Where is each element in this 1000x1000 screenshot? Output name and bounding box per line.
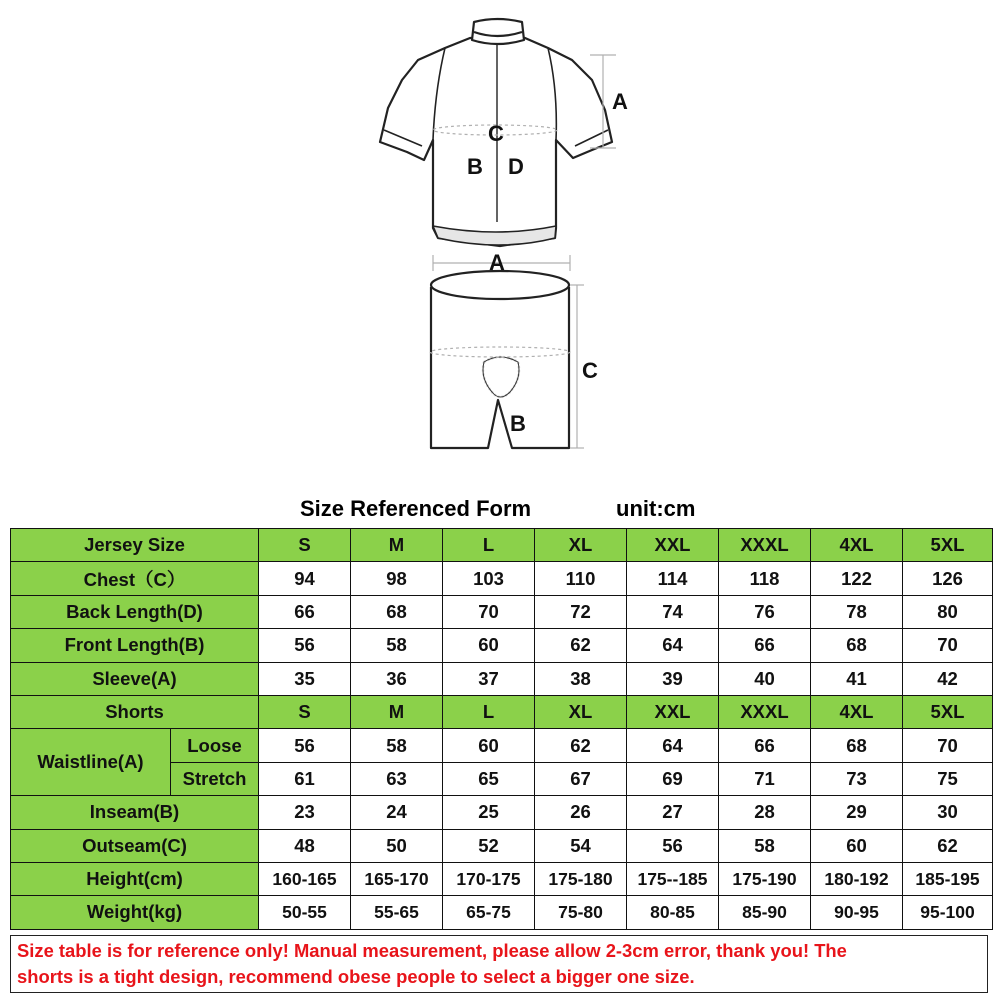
value-cell: 69 — [627, 762, 719, 795]
value-cell: 122 — [811, 562, 903, 595]
value-cell: 103 — [443, 562, 535, 595]
value-cell: 74 — [627, 595, 719, 628]
waistline-label: Waistline(A) — [11, 729, 171, 796]
row-label: Inseam(B) — [11, 796, 259, 829]
value-cell: 55-65 — [351, 896, 443, 929]
value-cell: 70 — [903, 729, 993, 762]
size-cell: S — [259, 695, 351, 728]
chest-row — [11, 562, 993, 595]
outseam-row — [11, 829, 993, 862]
value-cell: 56 — [627, 829, 719, 862]
shorts-size-header-row — [11, 695, 993, 728]
front-length-row — [11, 629, 993, 662]
value-cell: 64 — [627, 729, 719, 762]
value-cell: 50-55 — [259, 896, 351, 929]
value-cell: 68 — [351, 595, 443, 628]
row-sublabel: Stretch — [171, 762, 259, 795]
value-cell: 80-85 — [627, 896, 719, 929]
value-cell: 73 — [811, 762, 903, 795]
value-cell: 56 — [259, 729, 351, 762]
unit-label: unit:cm — [616, 496, 696, 521]
disclaimer-note — [10, 935, 988, 993]
value-cell: 70 — [903, 629, 993, 662]
value-cell: 28 — [719, 796, 811, 829]
value-cell: 37 — [443, 662, 535, 695]
value-cell: 40 — [719, 662, 811, 695]
size-table — [10, 528, 993, 930]
value-cell: 90-95 — [811, 896, 903, 929]
row-label: Height(cm) — [11, 862, 259, 895]
jersey-label-a: A — [612, 89, 628, 114]
value-cell: 60 — [443, 629, 535, 662]
inseam-row — [11, 796, 993, 829]
value-cell: 175--185 — [627, 862, 719, 895]
value-cell: 66 — [719, 729, 811, 762]
jersey-guides — [433, 55, 616, 148]
value-cell: 64 — [627, 629, 719, 662]
value-cell: 175-190 — [719, 862, 811, 895]
size-cell: XL — [535, 529, 627, 562]
value-cell: 58 — [351, 629, 443, 662]
value-cell: 110 — [535, 562, 627, 595]
value-cell: 175-180 — [535, 862, 627, 895]
row-label: Outseam(C) — [11, 829, 259, 862]
size-cell: 4XL — [811, 529, 903, 562]
measurement-diagram — [0, 0, 1000, 495]
form-title: Size Referenced Form — [300, 496, 532, 521]
value-cell: 70 — [443, 595, 535, 628]
shorts-label-c: C — [582, 358, 598, 383]
sleeve-row — [11, 662, 993, 695]
value-cell: 42 — [903, 662, 993, 695]
value-cell: 66 — [719, 629, 811, 662]
value-cell: 54 — [535, 829, 627, 862]
row-label: Chest（C） — [11, 562, 259, 595]
value-cell: 68 — [811, 629, 903, 662]
value-cell: 67 — [535, 762, 627, 795]
value-cell: 41 — [811, 662, 903, 695]
value-cell: 126 — [903, 562, 993, 595]
value-cell: 26 — [535, 796, 627, 829]
value-cell: 98 — [351, 562, 443, 595]
value-cell: 185-195 — [903, 862, 993, 895]
value-cell: 68 — [811, 729, 903, 762]
row-label: Front Length(B) — [11, 629, 259, 662]
height-row — [11, 862, 993, 895]
size-cell: L — [443, 529, 535, 562]
size-cell: L — [443, 695, 535, 728]
value-cell: 35 — [259, 662, 351, 695]
size-cell: XL — [535, 695, 627, 728]
value-cell: 71 — [719, 762, 811, 795]
value-cell: 24 — [351, 796, 443, 829]
value-cell: 29 — [811, 796, 903, 829]
note-line-1: Size table is for reference only! Manual measurement, please allow 2-3cm error, thank you! The — [17, 940, 847, 961]
value-cell: 62 — [903, 829, 993, 862]
shorts-label-b: B — [510, 411, 526, 436]
value-cell: 48 — [259, 829, 351, 862]
value-cell: 60 — [443, 729, 535, 762]
value-cell: 38 — [535, 662, 627, 695]
value-cell: 65-75 — [443, 896, 535, 929]
value-cell: 65 — [443, 762, 535, 795]
value-cell: 39 — [627, 662, 719, 695]
value-cell: 27 — [627, 796, 719, 829]
jersey-label-b: B — [467, 154, 483, 179]
value-cell: 25 — [443, 796, 535, 829]
size-cell: 5XL — [903, 695, 993, 728]
value-cell: 114 — [627, 562, 719, 595]
row-label: Sleeve(A) — [11, 662, 259, 695]
value-cell: 52 — [443, 829, 535, 862]
value-cell: 63 — [351, 762, 443, 795]
size-cell: M — [351, 695, 443, 728]
jersey-label-d: D — [508, 154, 524, 179]
value-cell: 80 — [903, 595, 993, 628]
value-cell: 72 — [535, 595, 627, 628]
value-cell: 76 — [719, 595, 811, 628]
size-cell: XXL — [627, 529, 719, 562]
row-label: Shorts — [11, 695, 259, 728]
value-cell: 94 — [259, 562, 351, 595]
value-cell: 61 — [259, 762, 351, 795]
value-cell: 60 — [811, 829, 903, 862]
weight-row — [11, 896, 993, 929]
size-cell: XXL — [627, 695, 719, 728]
row-label: Jersey Size — [11, 529, 259, 562]
row-sublabel: Loose — [171, 729, 259, 762]
note-line-2: shorts is a tight design, recommend obese people to select a bigger one size. — [17, 966, 695, 987]
value-cell: 36 — [351, 662, 443, 695]
shorts-label-a: A — [489, 250, 505, 275]
value-cell: 160-165 — [259, 862, 351, 895]
value-cell: 23 — [259, 796, 351, 829]
waistline-loose-row — [11, 729, 993, 762]
value-cell: 56 — [259, 629, 351, 662]
value-cell: 78 — [811, 595, 903, 628]
value-cell: 85-90 — [719, 896, 811, 929]
size-cell: 5XL — [903, 529, 993, 562]
value-cell: 95-100 — [903, 896, 993, 929]
shorts-drawing — [431, 271, 569, 448]
size-cell: XXXL — [719, 529, 811, 562]
value-cell: 62 — [535, 629, 627, 662]
jersey-size-header-row — [11, 529, 993, 562]
size-cell: S — [259, 529, 351, 562]
value-cell: 170-175 — [443, 862, 535, 895]
value-cell: 75 — [903, 762, 993, 795]
value-cell: 58 — [351, 729, 443, 762]
value-cell: 180-192 — [811, 862, 903, 895]
row-label: Weight(kg) — [11, 896, 259, 929]
value-cell: 118 — [719, 562, 811, 595]
size-cell: M — [351, 529, 443, 562]
size-cell: 4XL — [811, 695, 903, 728]
table-title-row — [0, 496, 1000, 526]
value-cell: 62 — [535, 729, 627, 762]
size-cell: XXXL — [719, 695, 811, 728]
value-cell: 50 — [351, 829, 443, 862]
value-cell: 66 — [259, 595, 351, 628]
jersey-label-c: C — [488, 121, 504, 146]
back-length-row — [11, 595, 993, 628]
value-cell: 75-80 — [535, 896, 627, 929]
row-label: Back Length(D) — [11, 595, 259, 628]
value-cell: 30 — [903, 796, 993, 829]
value-cell: 165-170 — [351, 862, 443, 895]
value-cell: 58 — [719, 829, 811, 862]
